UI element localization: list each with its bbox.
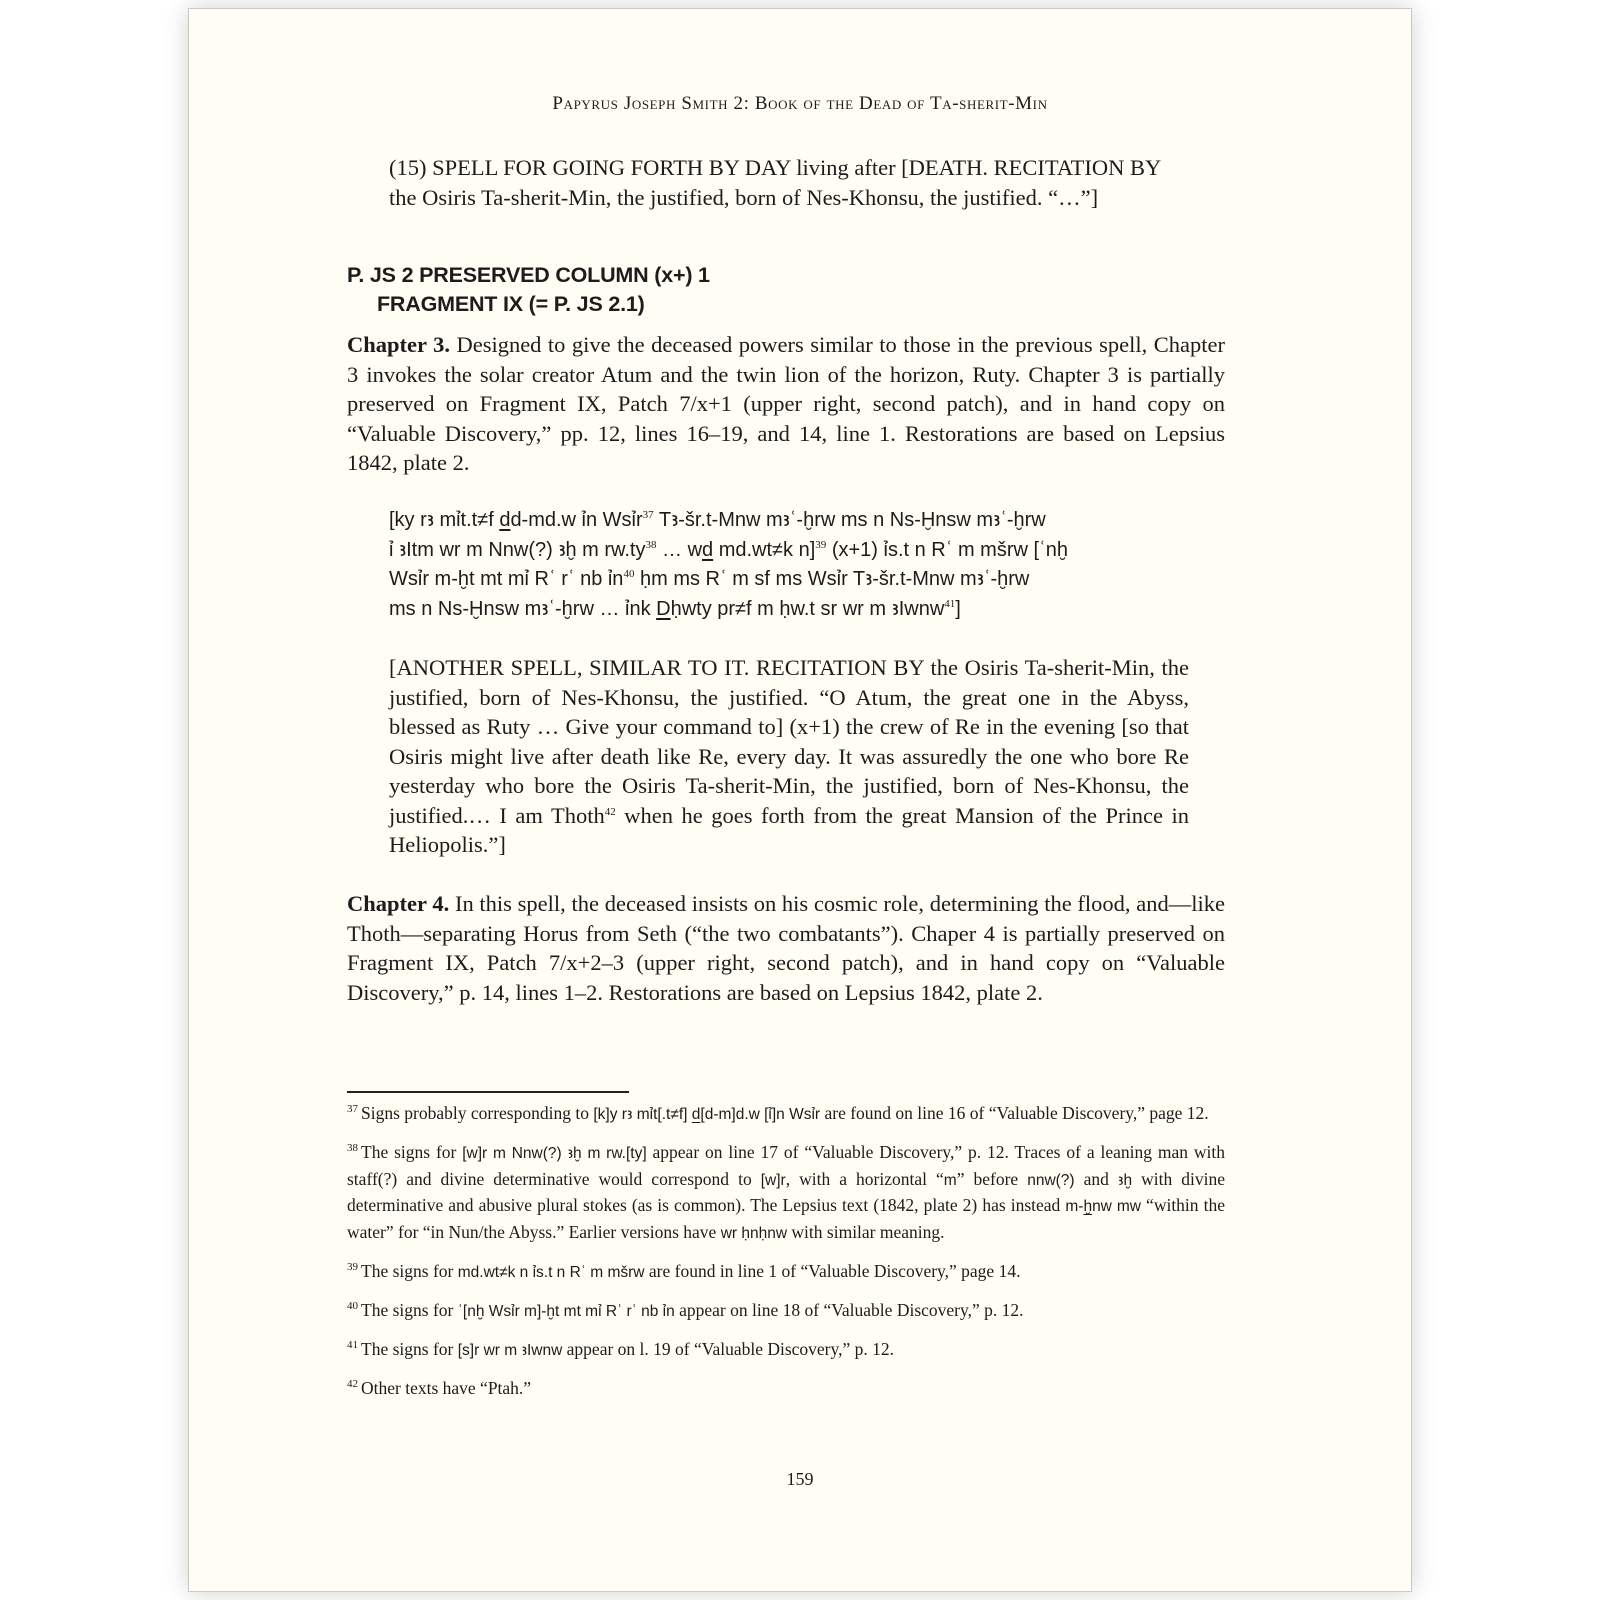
transliteration-line	[389, 565, 1189, 595]
footnote-text: ” before	[956, 1168, 1028, 1189]
transliteration-line	[389, 506, 1189, 536]
footnote-text: with similar meaning.	[787, 1221, 945, 1242]
footnote-translit: nw mw	[1092, 1198, 1141, 1215]
footnote-translit: m	[943, 1171, 957, 1189]
footnote-translit: [d-m]d.w [ỉ]n Wsỉr	[700, 1106, 821, 1123]
footnote-text: The signs for	[361, 1142, 463, 1162]
footnote-text: Other texts have “Ptah.”	[361, 1377, 532, 1398]
footnote-text: “within the water” for “in Nun/the Abyss.” Earlier versions have	[347, 1195, 1225, 1242]
spell-15-line: (15) SPELL FOR GOING FORTH BY DAY living after [DEATH. RECITATION BY	[389, 155, 1162, 180]
translit-text: ỉ ꜣItm wr m Nnw(?) ꜣḫ m rw.ty	[389, 538, 646, 561]
footnote-translit: nnw(?)	[1027, 1171, 1075, 1189]
footnote-translit: [k]y rꜣ mỉt[.t≠f]	[593, 1106, 692, 1123]
footnote-text: and	[1074, 1168, 1118, 1189]
footnote-number: 38	[347, 1142, 358, 1154]
translit-text: ]	[955, 597, 961, 620]
translit-text: d-md.w ỉn Wsỉr	[510, 509, 643, 531]
footnote-text: are found in line 1 of “Valuable Discovery,” page 14.	[644, 1260, 1021, 1281]
translation-block	[389, 653, 1189, 860]
translit-text: Wsỉr m-ḫt mt mỉ Rʿ rʿ nb ỉn	[389, 568, 624, 590]
chapter-4-text: In this spell, the deceased insists on his cosmic role, determining the flood, and—like Thoth—separating Horus from Seth (“the two combatants”). Chaper 4 is partially preserved on Fragment IX, Patch 7/x+2–3 (upper right, second patch), and in hand copy on “Valuable Discovery,” p. 14, lines 1–2. Restorations are based on Lepsius 1842, plate 2.	[347, 891, 1226, 1005]
chapter-3-label: Chapter 3.	[347, 332, 450, 357]
translit-text: [ky rꜣ mỉt.t≠f	[389, 509, 500, 531]
running-head: Papyrus Joseph Smith 2: Book of the Dead of Ta-sherit-Min	[552, 93, 1048, 114]
section-heading	[347, 261, 710, 319]
chapter-4-label: Chapter 4.	[347, 891, 450, 916]
translit-text: (x+1) ỉs.t n Rʿ m mšrw [ʿnḫ	[826, 538, 1068, 561]
footnote-40	[347, 1298, 1225, 1325]
footnote-text: appear on l. 19 of “Valuable Discovery,” p. 12.	[562, 1338, 895, 1359]
footnote-number: 37	[347, 1103, 358, 1115]
footnote-translit: md.wt≠k n ỉs.t n Rʿ m mšrw	[457, 1263, 645, 1281]
chapter-3-paragraph	[347, 330, 1225, 478]
footnote-37	[347, 1101, 1225, 1128]
translit-text: ḥwty pr≠f m ḥw.t sr wr m ꜣIwnw	[670, 597, 945, 620]
footnote-number: 42	[347, 1377, 358, 1390]
footnote-translit: [w]r	[760, 1171, 786, 1189]
translit-text: ḥm ms Rʿ m sf ms Wsỉr Tꜣ-šr.t-Mnw mꜣʿ-ḫrw	[634, 568, 1030, 590]
page-number: 159	[786, 1469, 814, 1489]
footnote-translit: d	[691, 1106, 701, 1123]
footnote-translit: ʿ[nḫ Wsỉr m]-ḫt mt mỉ Rʿ rʿ nb ỉn	[457, 1302, 675, 1320]
footnote-text: are found on line 16 of “Valuable Discovery,” page 12.	[820, 1103, 1209, 1123]
footnote-text: The signs for	[361, 1260, 458, 1281]
footnote-ref[interactable]: 41	[944, 597, 956, 610]
footnote-ref[interactable]: 38	[645, 538, 657, 551]
footnote-translit: [w]r m Nnw(?) ꜣḫ m rw.[ty]	[462, 1145, 647, 1162]
chapter-3-text: Designed to give the deceased powers similar to those in the previous spell, Chapter 3 invokes the solar creator Atum and the twin lion of the horizon, Ruty. Chapter 3 is partially preserved on Fragment IX, Patch 7/x+1 (upper right, second patch), and in hand copy on “Valuable Discovery,” pp. 12, lines 16–19, and 14, line 1. Restorations are based on Lepsius 1842, plate 2.	[347, 332, 1226, 475]
footnote-number: 40	[347, 1299, 358, 1312]
spell-15-line: the Osiris Ta-sherit-Min, the justified, born of Nes-Khonsu, the justified. “…”]	[389, 184, 1099, 210]
transliteration-line	[389, 536, 1189, 566]
footnote-text: The signs for	[361, 1338, 458, 1359]
footnote-text: with divine determinative and abusive plural stokes (as is common). The Lepsius text (1842, plate 2) has instead	[347, 1168, 1225, 1215]
footnote-42	[347, 1376, 1225, 1401]
footnote-ref[interactable]: 40	[623, 568, 635, 580]
translit-text: Tꜣ-šr.t-Mnw mꜣʿ-ḫrw ms n Ns-Ḫnsw mꜣʿ-ḫrw	[653, 509, 1046, 531]
footnote-translit: ḫ	[1083, 1198, 1093, 1215]
footnote-39	[347, 1259, 1225, 1286]
footnote-38	[347, 1140, 1225, 1246]
translit-text: ms n Ns-Ḫnsw mꜣʿ-ḫrw … ỉnk	[389, 597, 657, 620]
footnote-translit: [s]r wr m ꜣIwnw	[457, 1341, 563, 1359]
translation-text: [ANOTHER SPELL, SIMILAR TO IT. RECITATION BY the Osiris Ta-sherit-Min, the justified, born of Nes-Khonsu, the justified. “O Atum, the great one in the Abyss, blessed as Ruty … Give your command to] (x+1) the crew of Re in the evening [so that Osiris might live after death like Re, every day. It was assuredly the one who bore Re yesterday who bore the Osiris Ta-sherit-Min, the justified, born of Nes-Khonsu, the justified.… I am Thoth	[389, 655, 1189, 828]
footnote-41	[347, 1337, 1225, 1364]
transliteration-block	[389, 506, 1189, 624]
spell-15-block	[389, 153, 1189, 212]
book-page	[188, 8, 1412, 1592]
translation-text: when he goes forth from the great Mansion of the Prince in Heliopolis.”]	[389, 802, 1190, 857]
footnotes	[347, 1101, 1225, 1413]
translit-text: d	[702, 538, 714, 561]
footnote-divider	[347, 1091, 629, 1093]
footnote-text: , with a horizontal “	[785, 1168, 944, 1189]
translit-text: D	[656, 597, 671, 620]
footnote-number: 39	[347, 1260, 358, 1273]
footnote-translit: ꜣḫ	[1117, 1171, 1133, 1189]
translit-text: d	[499, 509, 511, 531]
footnote-ref[interactable]: 42	[604, 805, 616, 818]
translit-text: md.wt≠k n]	[713, 538, 816, 561]
translit-text: … w	[656, 538, 703, 561]
footnote-text: The signs for	[361, 1299, 458, 1320]
section-heading-line1: P. JS 2 PRESERVED COLUMN (x+) 1	[347, 263, 710, 287]
transliteration-line	[389, 595, 1189, 625]
footnote-ref[interactable]: 39	[815, 538, 827, 551]
footnote-ref[interactable]: 37	[642, 509, 654, 521]
footnote-translit: m-	[1065, 1198, 1084, 1215]
footnote-translit: wr ḥnḥnw	[720, 1224, 788, 1242]
chapter-4-paragraph	[347, 889, 1225, 1007]
footnote-text: appear on line 17 of “Valuable Discovery,” p. 12. Traces of a leaning man with staff(?) and divine determinative would correspond to	[347, 1142, 1225, 1189]
section-heading-line2: FRAGMENT IX (= P. JS 2.1)	[377, 292, 645, 316]
footnote-text: Signs probably corresponding to	[361, 1103, 594, 1123]
footnote-text: appear on line 18 of “Valuable Discovery,” p. 12.	[674, 1299, 1024, 1320]
footnote-number: 41	[347, 1338, 358, 1351]
